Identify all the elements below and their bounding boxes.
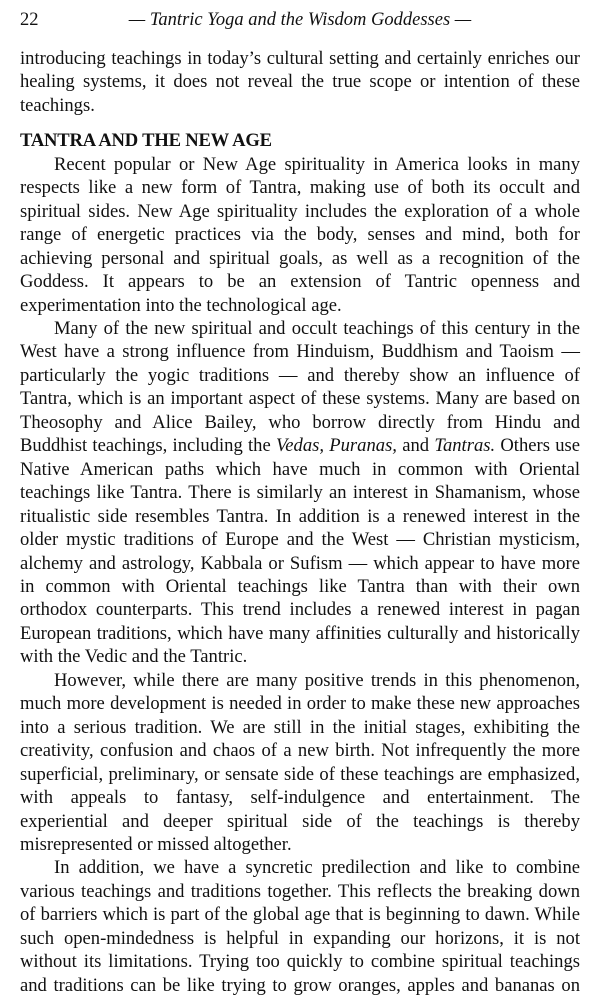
page-number: 22: [20, 10, 39, 30]
paragraph-text: and: [396, 435, 435, 457]
section-spacer: [20, 117, 580, 129]
paragraph-new-age: Recent popular or New Age spirituality in America looks in many respects like a new form of Tantra, making use of both its occult and spiritual sides. New Age spirituality includes the exploration of a whole range of energetic practices via the body, senses and mind, both for achieving personal and spiritual goals, as well as a recognition of the Goddess. It appears to be an extension of Tantric openness and experimentation into the technological age.: [20, 153, 580, 316]
italic-tantras-title: Tantras.: [434, 435, 496, 457]
running-title: — Tantric Yoga and the Wisdom Goddesses —: [128, 10, 472, 30]
paragraph-western-teachings: [20, 317, 580, 669]
continued-paragraph: introducing teachings in today’s cultural setting and certainly enriches our healing systems, it does not reveal the true scope or intention of these teachings.: [20, 48, 580, 116]
section-heading: TANTRA AND THE NEW AGE: [20, 130, 272, 152]
page-header: [20, 10, 580, 36]
paragraph-text: Many of the new spiritual and occult teachings of this century in the West have a strong influence from Hinduism, Buddhism and Taoism — particularly the yogic traditions — and thereby show an influence of Tantra, which is an important aspect of these systems. Many are based on Theosophy and Alice Bailey, who borrow directly from Hindu and Buddhist teachings, including the: [20, 317, 580, 457]
paragraph-syncretic: In addition, we have a syncretic predilection and like to combine various teachings and traditions together. This reflects the breaking down of barriers which is part of the global age that is beginning to dawn. While such open-mindedness is helpful in expanding our horizons, it is not without its limitations. Trying too quickly to combine spiritual teachings and traditions can be like trying to grow oranges, apples and bananas on: [20, 857, 580, 996]
paragraph-positive-trends: However, while there are many positive trends in this phenomenon, much more development is needed in order to make these new approaches into a serious tradition. We are still in the initial stages, exhibiting the creativity, confusion and chaos of a new birth. Not infrequently the more superficial, preliminary, or sensate side of these teachings are emphasized, with appeals to fantasy, self-indulgence and entertainment. The experiential and deeper spiritual side of the teachings is thereby misrepresented or missed altogether.: [20, 669, 580, 855]
page-body: [20, 47, 580, 997]
paragraph-text: Others use Native American paths which have much in common with Oriental teachings like Tantra. There is similarly an interest in Shamanism, whose ritualistic side resembles Tantra. In addition is a renewed interest in the older mystic traditions of Europe and the West — Christian mysticism, alchemy and astrology, Kabbala or Sufism — which appear to have more in common with Oriental teachings like Tantra than with their own orthodox counterparts. This trend includes a renewed interest in pagan European traditions, which have many affinities culturally and historically with the Vedic and the Tantric.: [20, 435, 580, 668]
italic-scripture-titles: Vedas, Puranas,: [276, 435, 397, 457]
